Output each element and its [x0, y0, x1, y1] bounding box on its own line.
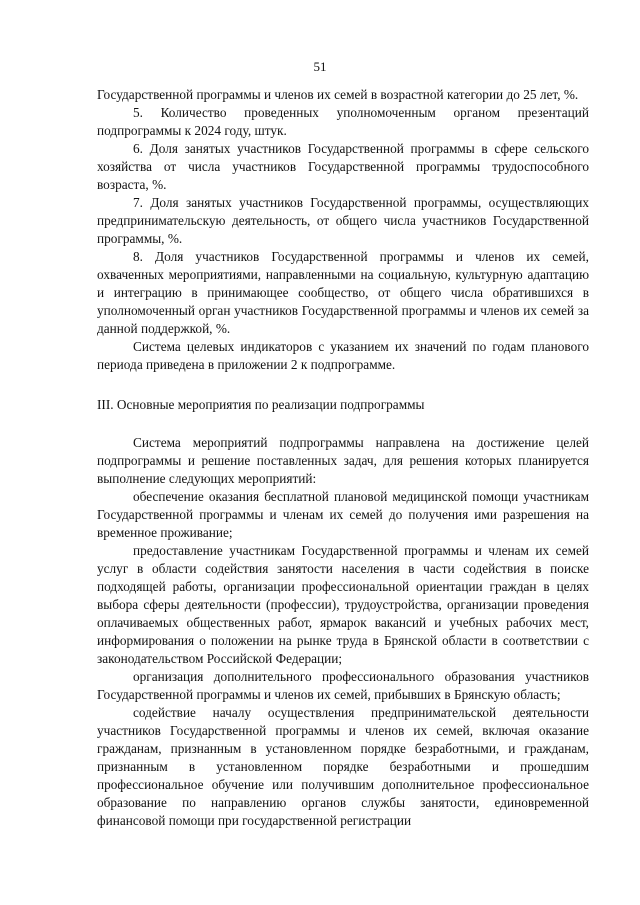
paragraph-measure-education: организация дополнительного профессионального образования участников Государственной программы и членов их семей, прибывших в Брянскую область;: [97, 669, 589, 702]
paragraph-indicators-system: Система целевых индикаторов с указанием их значений по годам планового периода приведена в приложении 2 к подпрограмме.: [97, 339, 589, 372]
document-body: [97, 86, 589, 830]
paragraph-measures-intro: Система мероприятий подпрограммы направлена на достижение целей подпрограммы и решение поставленных задач, для решения которых планируется выполнение следующих мероприятий:: [97, 435, 589, 486]
paragraph-measure-entrepreneurship: содействие началу осуществления предпринимательской деятельности участников Государственной программы и членов их семей, включая оказание гражданам, признанным в установленном порядке безработными, и гражданам, признанным в установленном порядке безработными и прошедшим профессиональное обучение или получившим дополнительное профессиональное образование по направлению органов службы занятости, единовременной финансовой помощи при государственной регистрации: [97, 705, 589, 828]
paragraph-indicator-8: 8. Доля участников Государственной программы и членов их семей, охваченных мероприятиями, направленными на социальную, культурную адаптацию и интеграцию в принимающее сообщество, от общего числа обратившихся в уполномоченный орган участников Государственной программы и членов их семей за данной поддержкой, %.: [97, 249, 589, 336]
paragraph-indicator-7: 7. Доля занятых участников Государственной программы, осуществляющих предпринимательскую деятельность, от общего числа участников Государственной программы, %.: [97, 195, 589, 246]
page-number: 51: [313, 59, 327, 74]
section-heading: III. Основные мероприятия по реализации подпрограммы: [97, 397, 425, 412]
paragraph-measure-medical: обеспечение оказания бесплатной плановой медицинской помощи участникам Государственной программы и членам их семей до получения ими разрешения на временное проживание;: [97, 489, 589, 540]
paragraph-measure-employment: предоставление участникам Государственной программы и членам их семей услуг в области содействия занятости населения в части содействия в поиске подходящей работы, организации профессиональной ориентации граждан в целях выбора сферы деятельности (профессии), трудоустройства, организации проведения оплачиваемых общественных работ, ярмарок вакансий и учебных рабочих мест, информирования о положении на рынке труда в Брянской области в соответствии с законодательством Российской Федерации;: [97, 543, 589, 666]
paragraph-indicator-6: 6. Доля занятых участников Государственной программы в сфере сельского хозяйства от числа участников Государственной программы трудоспособного возраста, %.: [97, 141, 589, 192]
paragraph-indicator-5: 5. Количество проведенных уполномоченным органом презентаций подпрограммы к 2024 году, штук.: [97, 105, 589, 138]
paragraph-continuation: Государственной программы и членов их семей в возрастной категории до 25 лет, %.: [97, 87, 579, 102]
